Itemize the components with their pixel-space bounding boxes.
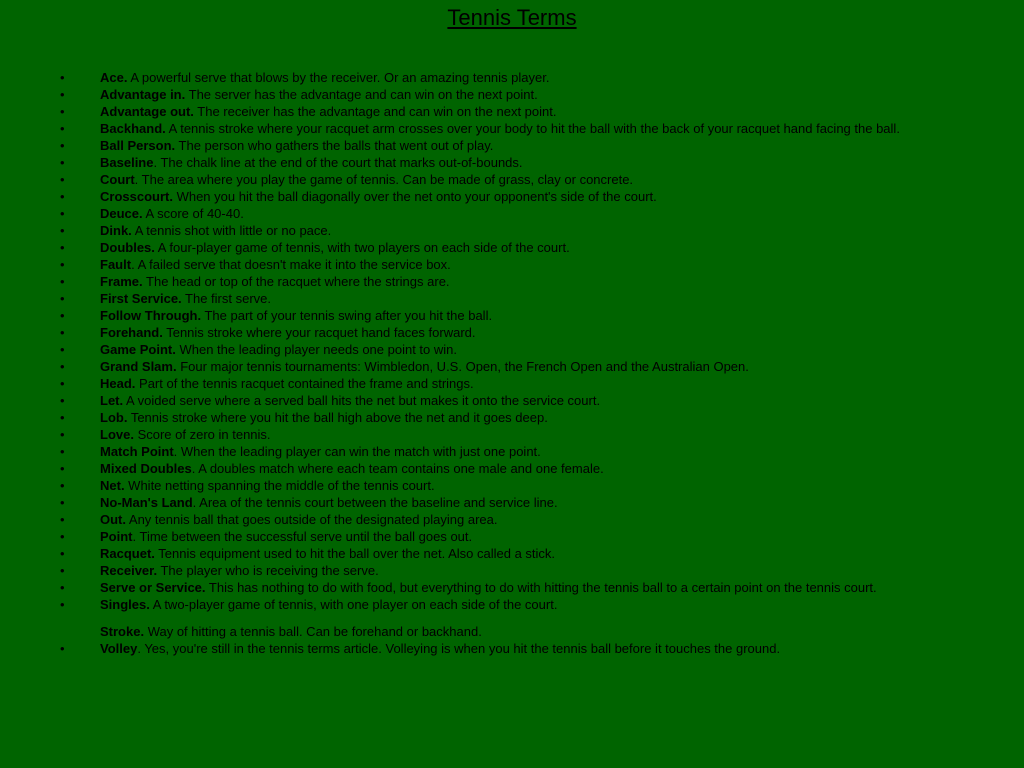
list-item bbox=[0, 547, 1024, 560]
list-item bbox=[0, 156, 1024, 169]
term-definition: Tennis equipment used to hit the ball over the net. Also called a stick. bbox=[154, 546, 556, 561]
term-word: Serve or Service. bbox=[100, 580, 206, 595]
term-definition: The head or top of the racquet where the strings are. bbox=[142, 274, 450, 289]
term-definition: . A failed serve that doesn't make it into the service box. bbox=[131, 257, 451, 272]
list-item bbox=[0, 462, 1024, 475]
bullet-icon: • bbox=[60, 580, 65, 595]
term-definition: Any tennis ball that goes outside of the designated playing area. bbox=[126, 512, 498, 527]
bullet-icon: • bbox=[60, 495, 65, 510]
bullet-icon: • bbox=[60, 121, 65, 136]
term-word: Crosscourt. bbox=[100, 189, 173, 204]
term-word: Out. bbox=[100, 512, 126, 527]
term-definition: A tennis shot with little or no pace. bbox=[131, 223, 332, 238]
bullet-icon: • bbox=[60, 155, 65, 170]
bullet-icon: • bbox=[60, 359, 65, 374]
term-word: Deuce. bbox=[100, 206, 143, 221]
bullet-icon: • bbox=[60, 563, 65, 578]
term-definition: This has nothing to do with food, but everything to do with hitting the tennis ball to a certain point on the tennis court. bbox=[205, 580, 877, 595]
list-item bbox=[0, 343, 1024, 356]
bullet-icon: • bbox=[60, 308, 65, 323]
bullet-icon: • bbox=[60, 138, 65, 153]
list-item bbox=[0, 224, 1024, 237]
list-item bbox=[0, 326, 1024, 339]
term-definition: A four-player game of tennis, with two players on each side of the court. bbox=[154, 240, 570, 255]
list-item bbox=[0, 479, 1024, 492]
list-item bbox=[0, 564, 1024, 577]
term-word: First Service. bbox=[100, 291, 182, 306]
list-item bbox=[0, 625, 1024, 638]
term-definition: The part of your tennis swing after you hit the ball. bbox=[201, 308, 493, 323]
term-word: Follow Through. bbox=[100, 308, 202, 323]
term-definition: . Area of the tennis court between the baseline and service line. bbox=[192, 495, 558, 510]
term-word: Advantage in. bbox=[100, 87, 186, 102]
bullet-icon: • bbox=[60, 546, 65, 561]
list-item bbox=[0, 71, 1024, 84]
term-word: Ace. bbox=[100, 70, 128, 85]
bullet-icon: • bbox=[60, 104, 65, 119]
bullet-icon: • bbox=[60, 342, 65, 357]
list-item bbox=[0, 190, 1024, 203]
term-definition: The server has the advantage and can win on the next point. bbox=[185, 87, 538, 102]
term-definition: Way of hitting a tennis ball. Can be forehand or backhand. bbox=[144, 624, 482, 639]
term-definition: Part of the tennis racquet contained the frame and strings. bbox=[135, 376, 474, 391]
list-item bbox=[0, 292, 1024, 305]
term-word: Love. bbox=[100, 427, 134, 442]
term-word: Advantage out. bbox=[100, 104, 194, 119]
term-definition: Tennis stroke where your racquet hand faces forward. bbox=[162, 325, 476, 340]
bullet-icon: • bbox=[60, 189, 65, 204]
bullet-icon: • bbox=[60, 274, 65, 289]
list-item bbox=[0, 88, 1024, 101]
term-definition: A voided serve where a served ball hits the net but makes it onto the service court. bbox=[123, 393, 601, 408]
term-word: Racquet. bbox=[100, 546, 155, 561]
term-word: Baseline bbox=[100, 155, 154, 170]
term-definition: When you hit the ball diagonally over the net onto your opponent's side of the court. bbox=[172, 189, 657, 204]
term-word: Backhand. bbox=[100, 121, 166, 136]
term-word: Grand Slam. bbox=[100, 359, 177, 374]
term-word: Fault bbox=[100, 257, 132, 272]
term-definition: . When the leading player can win the match with just one point. bbox=[173, 444, 541, 459]
term-word: Mixed Doubles bbox=[100, 461, 192, 476]
term-definition: White netting spanning the middle of the tennis court. bbox=[124, 478, 435, 493]
list-item bbox=[0, 105, 1024, 118]
term-definition: A powerful serve that blows by the receiver. Or an amazing tennis player. bbox=[127, 70, 550, 85]
term-definition: . A doubles match where each team contains one male and one female. bbox=[191, 461, 604, 476]
bullet-icon: • bbox=[60, 240, 65, 255]
term-word: No-Man's Land bbox=[100, 495, 193, 510]
list-item bbox=[0, 173, 1024, 186]
list-item bbox=[0, 275, 1024, 288]
bullet-icon: • bbox=[60, 87, 65, 102]
list-item bbox=[0, 377, 1024, 390]
term-definition: Four major tennis tournaments: Wimbledon, U.S. Open, the French Open and the Australian Open. bbox=[176, 359, 749, 374]
bullet-icon: • bbox=[60, 529, 65, 544]
bullet-icon: • bbox=[60, 206, 65, 221]
bullet-icon: • bbox=[60, 291, 65, 306]
list-item bbox=[0, 445, 1024, 458]
term-word: Point bbox=[100, 529, 133, 544]
term-word: Lob. bbox=[100, 410, 128, 425]
term-definition: Score of zero in tennis. bbox=[133, 427, 271, 442]
term-definition: . Time between the successful serve until the ball goes out. bbox=[132, 529, 473, 544]
list-item bbox=[0, 258, 1024, 271]
term-word: Receiver. bbox=[100, 563, 158, 578]
term-definition: The receiver has the advantage and can win on the next point. bbox=[193, 104, 557, 119]
term-definition: . Yes, you're still in the tennis terms article. Volleying is when you hit the tennis ball before it touches the ground. bbox=[137, 641, 781, 656]
terms-list bbox=[0, 71, 1024, 659]
term-definition: A score of 40-40. bbox=[142, 206, 244, 221]
bullet-icon: • bbox=[60, 641, 65, 656]
term-word: Let. bbox=[100, 393, 124, 408]
list-item bbox=[0, 394, 1024, 407]
bullet-icon: • bbox=[60, 223, 65, 238]
term-word: Doubles. bbox=[100, 240, 155, 255]
term-definition: . The chalk line at the end of the court that marks out-of-bounds. bbox=[153, 155, 523, 170]
term-definition: The player who is receiving the serve. bbox=[157, 563, 379, 578]
term-definition: The person who gathers the balls that went out of play. bbox=[175, 138, 494, 153]
term-word: Game Point. bbox=[100, 342, 176, 357]
bullet-icon: • bbox=[60, 410, 65, 425]
term-word: Stroke. bbox=[100, 624, 145, 639]
term-word: Forehand. bbox=[100, 325, 163, 340]
term-definition: A tennis stroke where your racquet arm crosses over your body to hit the ball with the back of your racquet hand facing the ball. bbox=[165, 121, 900, 136]
term-word: Court bbox=[100, 172, 135, 187]
list-item bbox=[0, 428, 1024, 441]
bullet-icon: • bbox=[60, 325, 65, 340]
list-item bbox=[0, 513, 1024, 526]
term-word: Singles. bbox=[100, 597, 150, 612]
list-item bbox=[0, 309, 1024, 322]
bullet-icon: • bbox=[60, 376, 65, 391]
list-item bbox=[0, 642, 1024, 655]
term-word: Volley bbox=[100, 641, 138, 656]
list-item bbox=[0, 360, 1024, 373]
bullet-icon: • bbox=[60, 512, 65, 527]
list-item bbox=[0, 598, 1024, 611]
list-item bbox=[0, 122, 1024, 135]
page-title: Tennis Terms bbox=[447, 5, 577, 30]
bullet-icon: • bbox=[60, 427, 65, 442]
bullet-icon: • bbox=[60, 444, 65, 459]
term-definition: The first serve. bbox=[181, 291, 271, 306]
bullet-icon: • bbox=[60, 461, 65, 476]
term-word: Match Point bbox=[100, 444, 174, 459]
list-item bbox=[0, 581, 1024, 594]
bullet-icon: • bbox=[60, 70, 65, 85]
bullet-icon: • bbox=[60, 172, 65, 187]
term-word: Ball Person. bbox=[100, 138, 176, 153]
term-word: Net. bbox=[100, 478, 125, 493]
list-item bbox=[0, 207, 1024, 220]
term-word: Dink. bbox=[100, 223, 132, 238]
term-word: Frame. bbox=[100, 274, 143, 289]
bullet-icon: • bbox=[60, 257, 65, 272]
bullet-icon: • bbox=[60, 393, 65, 408]
list-item bbox=[0, 530, 1024, 543]
list-item bbox=[0, 496, 1024, 509]
term-definition: When the leading player needs one point to win. bbox=[175, 342, 457, 357]
bullet-icon: • bbox=[60, 478, 65, 493]
list-item bbox=[0, 241, 1024, 254]
term-definition: A two-player game of tennis, with one player on each side of the court. bbox=[149, 597, 558, 612]
term-definition: Tennis stroke where you hit the ball high above the net and it goes deep. bbox=[127, 410, 548, 425]
term-word: Head. bbox=[100, 376, 136, 391]
term-definition: . The area where you play the game of tennis. Can be made of grass, clay or concrete. bbox=[134, 172, 634, 187]
list-item bbox=[0, 139, 1024, 152]
list-item bbox=[0, 411, 1024, 424]
bullet-icon: • bbox=[60, 597, 65, 612]
